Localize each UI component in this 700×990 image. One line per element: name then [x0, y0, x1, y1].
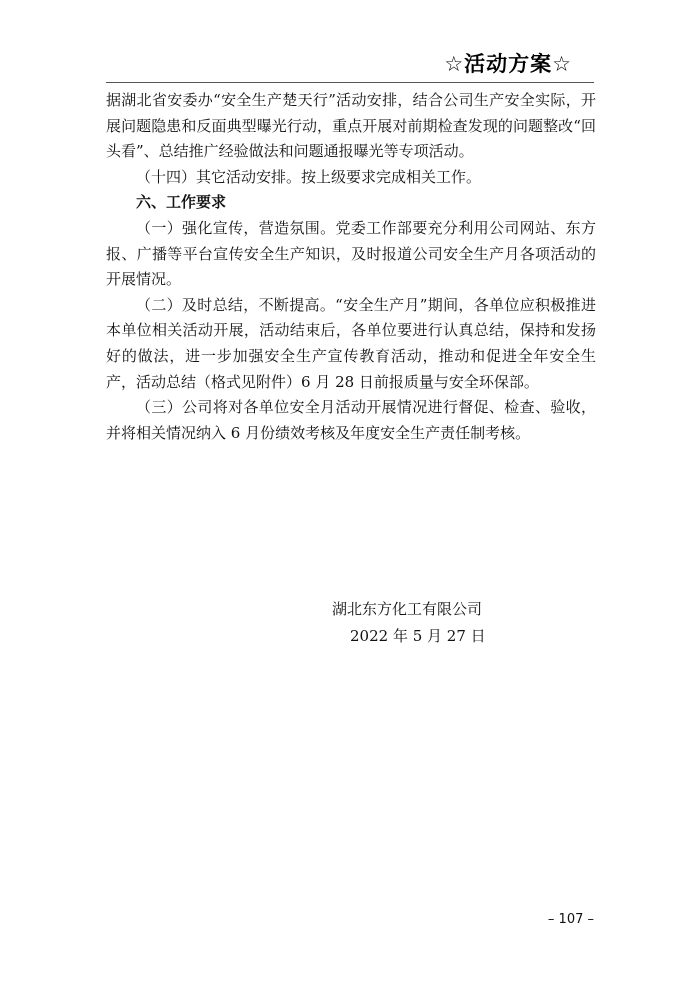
page-number: – 107 –: [547, 912, 594, 927]
paragraph-requirement-2: （二）及时总结，不断提高。“安全生产月”期间，各单位应积极推进本单位相关活动开展，活动结束后，各单位要进行认真总结，保持和发扬好的做法，进一步加强安全生产宣传教育活动，推动和促进全年安全生产，活动总结（格式见附件）6 月 28 日前报质量与安全环保部。: [106, 295, 596, 391]
paragraph-item-14: （十四）其它活动安排。按上级要求完成相关工作。: [136, 167, 482, 186]
document-body: [106, 88, 596, 446]
page-header-title: ☆活动方案☆: [444, 52, 572, 76]
paragraph-continuation: 据湖北省安委办“安全生产楚天行”活动安排，结合公司生产安全实际，开展问题隐患和反面典型曝光行动，重点开展对前期检查发现的问题整改“回头看”、总结推广经验做法和问题通报曝光等专项活动。: [106, 91, 596, 161]
paragraph-requirement-1: （一）强化宣传，营造氛围。党委工作部要充分利用公司网站、东方报、广播等平台宣传安全生产知识，及时报道公司安全生产月各项活动的开展情况。: [106, 218, 596, 289]
section-heading-work-requirements: 六、工作要求: [136, 193, 227, 212]
signature-date: 2022 年 5 月 27 日: [350, 627, 486, 645]
signature-company: 湖北东方化工有限公司: [332, 600, 483, 618]
paragraph-requirement-3: （三）公司将对各单位安全月活动开展情况进行督促、检查、验收，并将相关情况纳入 6 月份绩效考核及年度安全生产责任制考核。: [106, 398, 596, 442]
header-divider: [106, 82, 594, 83]
